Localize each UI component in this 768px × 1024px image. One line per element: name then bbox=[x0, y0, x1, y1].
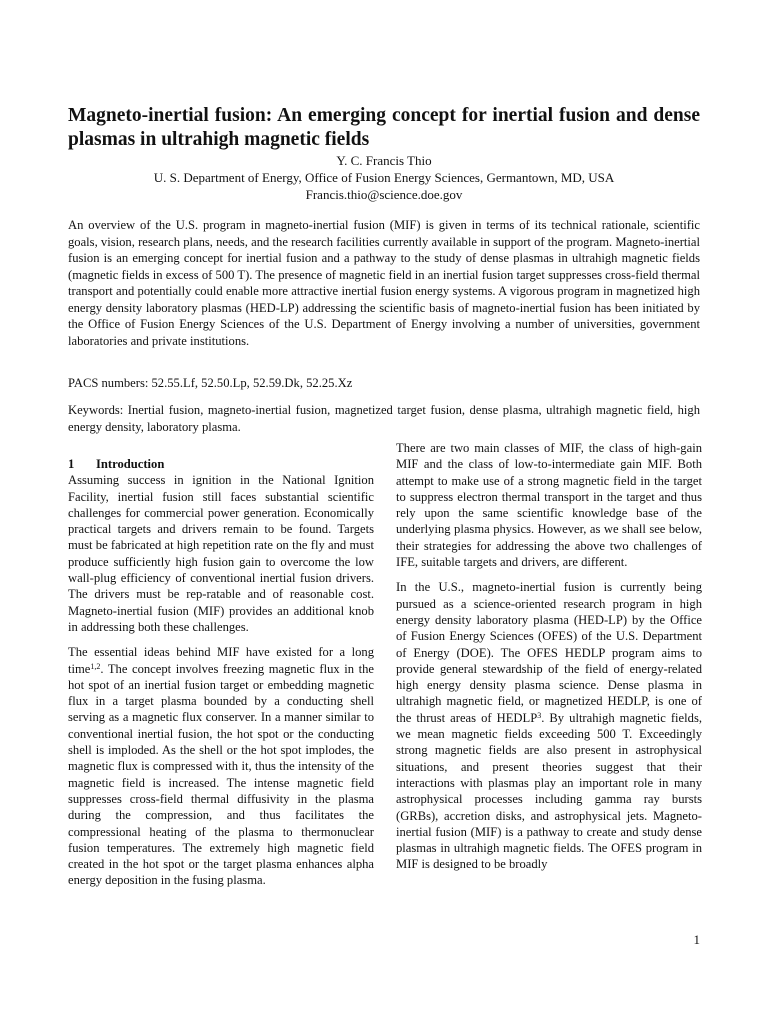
left-column bbox=[68, 456, 374, 898]
section-heading bbox=[68, 456, 374, 472]
keywords: Keywords: Inertial fusion, magneto-inertial fusion, magnetized target fusion, dense plasma, ultrahigh magnetic field, high energy density, laboratory plasma. bbox=[68, 403, 700, 434]
right-paragraph-2-text-a: In the U.S., magneto-inertial fusion is currently being pursued as a science-oriented research program in high energy density laboratory plasma (HED-LP) by the Office of Fusion Energy Sciences (OFES) of the U.S. Department of Energy (DOE). The OFES HEDLP program aims to provide general stewardship of the field of energy-related high energy density plasma science. Dense plasma in ultrahigh magnetic field, or magnetized HEDLP, is one of the thrust areas of HEDLP bbox=[396, 580, 702, 725]
abstract: An overview of the U.S. program in magneto-inertial fusion (MIF) is given in terms of its technical rationale, scientific goals, vision, research plans, needs, and the research facilities currently available in support of the program. Magneto-inertial fusion is an emerging concept for inertial fusion and a pathway to the study of dense plasmas in ultrahigh magnetic fields (magnetic fields in excess of 500 T). The presence of magnetic field in an inertial fusion target suppresses cross-field thermal transport and potentially could enable more attractive inertial fusion energy systems. A vigorous program in magnetized high energy density laboratory plasmas (HED-LP) addressing the scientific basis of magneto-inertial fusion has been initiated by the Office of Fusion Energy Sciences of the U.S. Department of Energy involving a number of universities, government laboratories and private institutions. bbox=[68, 218, 700, 348]
author-name: Y. C. Francis Thio bbox=[336, 153, 432, 168]
left-paragraph-2-text-b: . The concept involves freezing magnetic flux in the hot spot of an inertial fusion target or embedding magnetic flux in a target plasma bounded by a conducting shell serving as a magnetic flux conserver. In a manner similar to conventional inertial fusion, the hot spot or the conducting shell is imploded. As the shell or the hot spot implodes, the magnetic flux is compressed with it, thus the intensity of the magnetic field is increased. The intense magnetic field suppresses cross-field thermal diffusivity in the plasma during the compression, and thus facilitates the compressional heating of the plasma to thermonuclear fusion temperatures. The extremely high magnetic field created in the hot spot or the target plasma enhances alpha energy deposition in the fusing plasma. bbox=[68, 661, 374, 888]
pacs-numbers: PACS numbers: 52.55.Lf, 52.50.Lp, 52.59.Dk, 52.25.Xz bbox=[68, 376, 353, 390]
citation-1-2: 1,2 bbox=[90, 661, 101, 671]
section-number: 1 bbox=[68, 457, 75, 471]
author-affiliation: U. S. Department of Energy, Office of Fusion Energy Sciences, Germantown, MD, USA bbox=[153, 170, 615, 185]
paper-title: Magneto-inertial fusion: An emerging concept for inertial fusion and dense plasmas in ultrahigh magnetic fields bbox=[68, 105, 700, 150]
author-email: Francis.thio@science.doe.gov bbox=[305, 187, 463, 202]
right-column bbox=[396, 440, 702, 882]
page-number: 1 bbox=[693, 932, 700, 947]
left-paragraph-1: Assuming success in ignition in the National Ignition Facility, inertial fusion still faces substantial scientific challenges for commercial power generation. Economically practical targets and drivers remain to be found. Targets must be fabricated at high repetition rate on the fly and must produce sufficiently high fusion gain to overcome the low wall-plug efficiency of conventional inertial fusion drivers. The drivers must be rep-ratable and of reasonable cost. Magneto-inertial fusion (MIF) provides an additional knob in addressing both these challenges. bbox=[68, 473, 374, 634]
left-paragraph-2 bbox=[68, 644, 374, 888]
section-title: Introduction bbox=[96, 457, 165, 471]
right-paragraph-2-text-b: . By ultrahigh magnetic fields, we mean magnetic fields exceeding 500 T. Exceedingly strong magnetic fields are also present in astrophysical situations, and present theories suggest that their interactions with plasmas play an important role in many astrophysical processes including gamma ray bursts (GRBs), accretion disks, and astrophysical jets. Magneto-inertial fusion (MIF) is a pathway to create and study dense plasmas in ultrahigh magnetic fields. The OFES program in MIF is designed to be broadly bbox=[396, 710, 702, 872]
left-paragraph-2-text-a: The essential ideas behind MIF have existed for a long time bbox=[68, 645, 374, 676]
citation-3: 3 bbox=[537, 710, 542, 720]
right-paragraph-2 bbox=[396, 579, 702, 872]
right-paragraph-1: There are two main classes of MIF, the class of high-gain MIF and the class of low-to-intermediate gain MIF. Both attempt to make use of a strong magnetic field in the target to suppress electron thermal transport in the target and thus rely upon the same scientific knowledge base of the underlying plasma physics. However, as we shall see below, their strategies for addressing the above two challenges of IFE, suitable targets and drivers, are different. bbox=[396, 441, 702, 570]
